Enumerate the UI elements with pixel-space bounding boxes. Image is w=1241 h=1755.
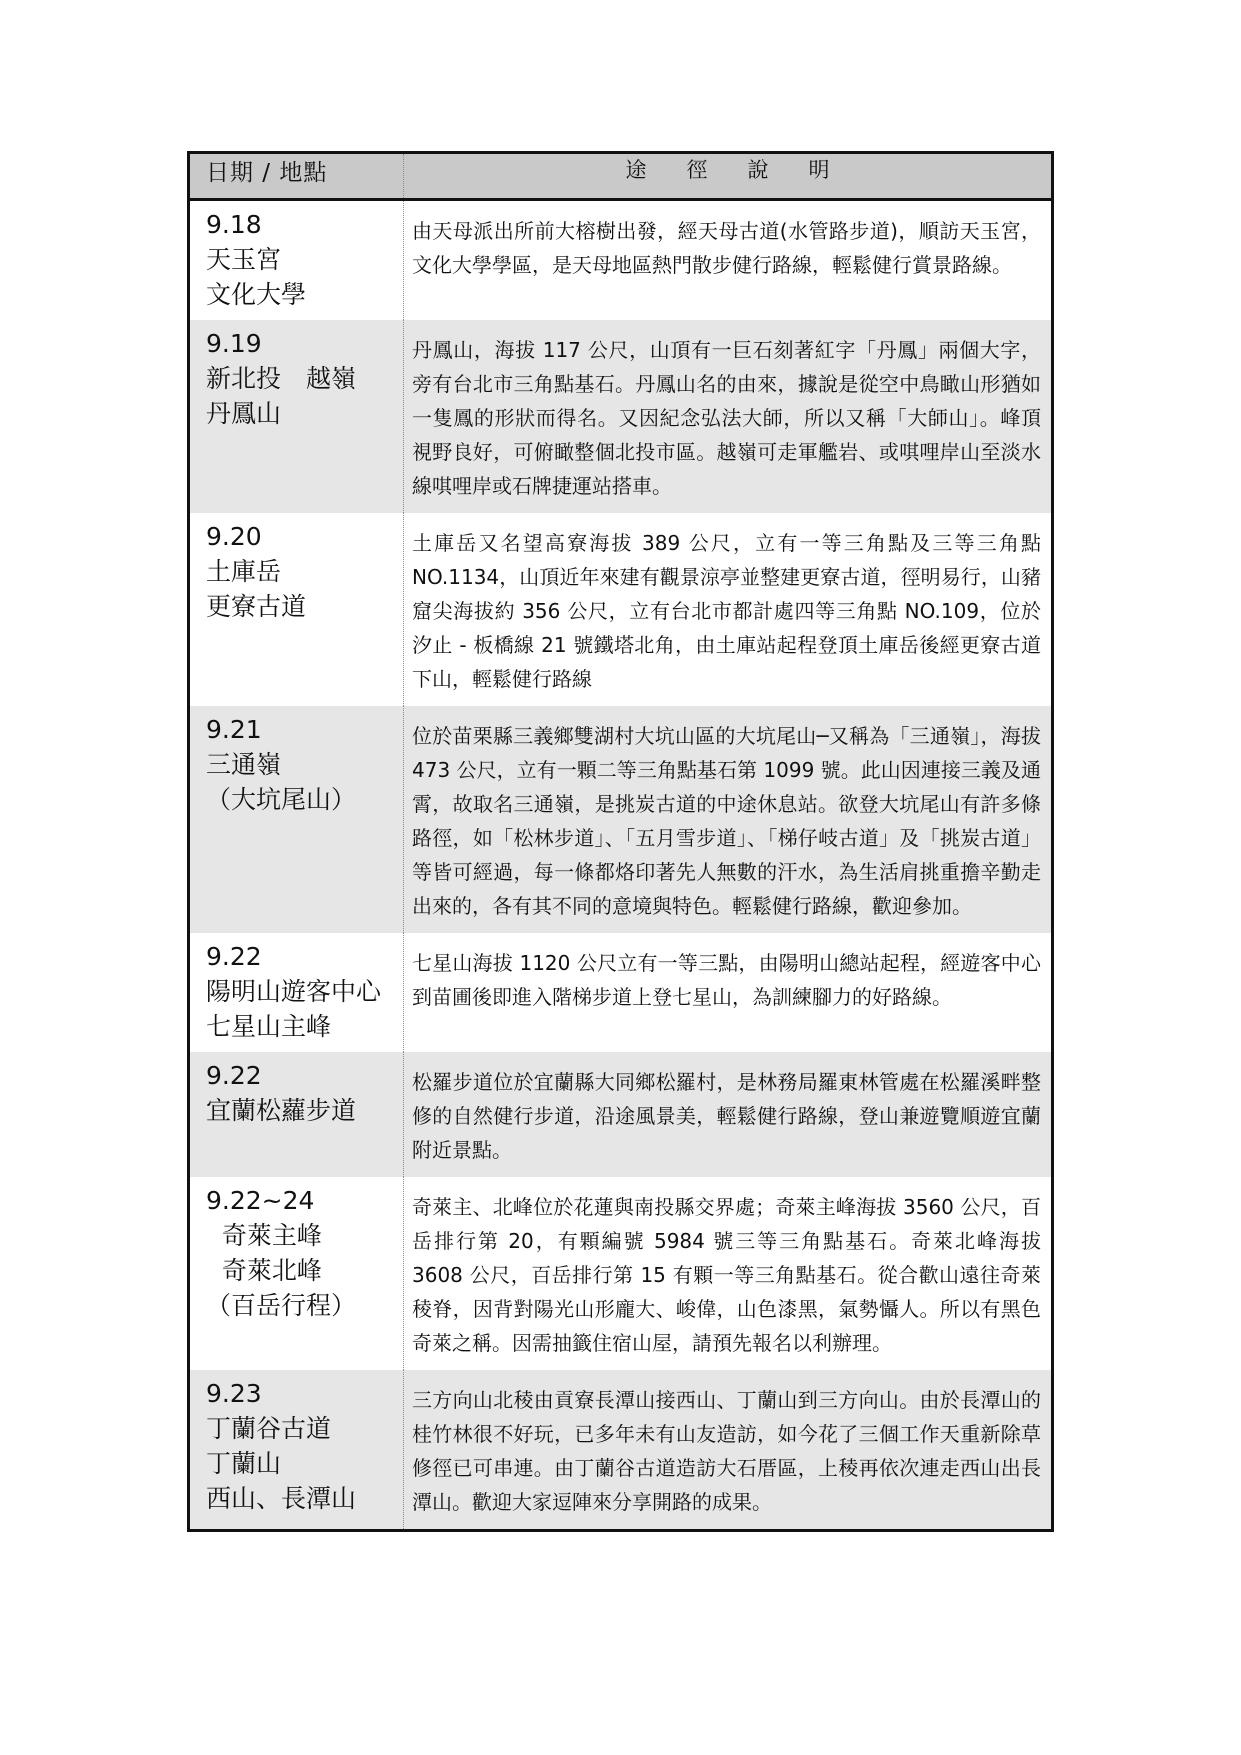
date-location-cell: [189, 320, 404, 513]
location-text: 陽明山遊客中心: [206, 977, 382, 1006]
location-text: 丁蘭谷古道: [206, 1414, 332, 1443]
date-location-cell: [189, 1177, 404, 1370]
date-location-cell: [189, 706, 404, 933]
date-text: 9.23: [206, 1379, 262, 1408]
location-text: 三通嶺: [206, 750, 282, 779]
location-text: 天玉宮: [206, 245, 282, 274]
date-text: 9.21: [206, 715, 262, 744]
location-text: 更寮古道: [206, 592, 307, 621]
location-text: （大坑尾山）: [206, 785, 357, 814]
route-description-cell: 丹鳳山，海拔 117 公尺，山頂有一巨石刻著紅字「丹鳳」兩個大字，旁有台北市三角點基石。丹鳳山名的由來，據說是從空中鳥瞰山形猶如一隻鳳的形狀而得名。又因紀念弘法大師，所以又稱「大師山」。峰頂視野良好，可俯瞰整個北投市區。越嶺可走軍艦岩、或唭哩岸山至淡水線唭哩岸或石牌捷運站搭車。: [404, 320, 1053, 513]
date-text: 9.22: [206, 942, 262, 971]
location-text: （百岳行程）: [206, 1291, 357, 1320]
location-text: 七星山主峰: [206, 1012, 332, 1041]
location-text: 奇萊主峰: [206, 1221, 322, 1250]
table-row: [189, 200, 1053, 321]
date-location-cell: [189, 200, 404, 321]
table-row: [189, 320, 1053, 513]
table-row: [189, 1177, 1053, 1370]
location-text: 宜蘭松蘿步道: [206, 1096, 357, 1125]
route-description-cell: 由天母派出所前大榕樹出發，經天母古道(水管路步道)，順訪天玉宮，文化大學學區，是天母地區熱門散步健行路線，輕鬆健行賞景路線。: [412, 219, 1041, 277]
table-body: [189, 153, 1053, 1531]
location-text: 文化大學: [206, 280, 307, 309]
date-text: 9.18: [206, 210, 262, 239]
date-location-cell: [189, 933, 404, 1052]
route-description-cell: 松羅步道位於宜蘭縣大同鄉松羅村，是林務局羅東林管處在松羅溪畔整修的自然健行步道，沿途風景美，輕鬆健行路線，登山兼遊覽順遊宜蘭附近景點。: [404, 1052, 1053, 1177]
table-header-row: [189, 153, 1053, 200]
date-text: 9.20: [206, 522, 262, 551]
date-text: 9.19: [206, 329, 262, 358]
date-text: 9.22~24: [206, 1186, 315, 1215]
date-location-cell: [189, 1370, 404, 1531]
route-description-cell: 土庫岳又名望高寮海拔 389 公尺，立有一等三角點及三等三角點 NO.1134，山頂近年來建有觀景涼亭並整建更寮古道，徑明易行，山豬窟尖海拔約 356 公尺，立有台北市都計處四等三角點 NO.109，位於汐止 - 板橋線 21 號鐵塔北角，由土庫站起程登頂土庫岳後經更寮古道下山，輕鬆健行路線: [412, 531, 1041, 691]
table-row: [189, 706, 1053, 933]
table-row: [189, 1370, 1053, 1531]
location-text: 西山、長潭山: [206, 1484, 357, 1513]
table-row: [189, 933, 1053, 1052]
location-text: 土庫岳: [206, 557, 282, 586]
location-text: 丁蘭山: [206, 1449, 282, 1478]
route-description-cell: 位於苗栗縣三義鄉雙湖村大坑山區的大坑尾山─又稱為「三通嶺」，海拔 473 公尺，立有一顆二等三角點基石第 1099 號。此山因連接三義及通霄，故取名三通嶺，是挑炭古道的中途休息站。欲登大坑尾山有許多條路徑，如「松林步道」、「五月雪步道」、「梯仔岐古道」及「挑炭古道」等皆可經過，每一條都烙印著先人無數的汗水，為生活肩挑重擔辛勤走出來的，各有其不同的意境與特色。輕鬆健行路線，歡迎參加。: [404, 706, 1053, 933]
location-text: 新北投 越嶺: [206, 364, 357, 393]
date-text: 9.22: [206, 1061, 262, 1090]
location-text: 丹鳳山: [206, 399, 282, 428]
table-row: [189, 513, 1053, 706]
route-description-cell: 三方向山北稜由貢寮長潭山接西山、丁蘭山到三方向山。由於長潭山的桂竹林很不好玩，已多年未有山友造訪，如今花了三個工作天重新除草修徑已可串連。由丁蘭谷古道造訪大石厝區，上稜再依次連走西山出長潭山。歡迎大家逗陣來分享開路的成果。: [404, 1370, 1053, 1531]
route-description-cell: 奇萊主、北峰位於花蓮與南投縣交界處；奇萊主峰海拔 3560 公尺，百岳排行第 20，有顆編號 5984 號三等三角點基石。奇萊北峰海拔 3608 公尺，百岳排行第 15 有顆一等三角點基石。從合歡山遠往奇萊稜脊，因背對陽光山形龐大、峻偉，山色漆黑，氣勢懾人。所以有黑色奇萊之稱。因需抽籤住宿山屋，請預先報名以利辦理。: [412, 1195, 1041, 1355]
itinerary-table: [187, 151, 1054, 1532]
location-text: 奇萊北峰: [206, 1256, 322, 1285]
date-location-cell: [189, 1052, 404, 1177]
route-description-cell: 七星山海拔 1120 公尺立有一等三點，由陽明山總站起程，經遊客中心到苗圃後即進入階梯步道上登七星山，為訓練腳力的好路線。: [412, 951, 1041, 1009]
header-route-description: 途徑說明: [404, 153, 1053, 200]
table-row: [189, 1052, 1053, 1177]
header-date-location: 日期 / 地點: [189, 153, 404, 200]
date-location-cell: [189, 513, 404, 706]
